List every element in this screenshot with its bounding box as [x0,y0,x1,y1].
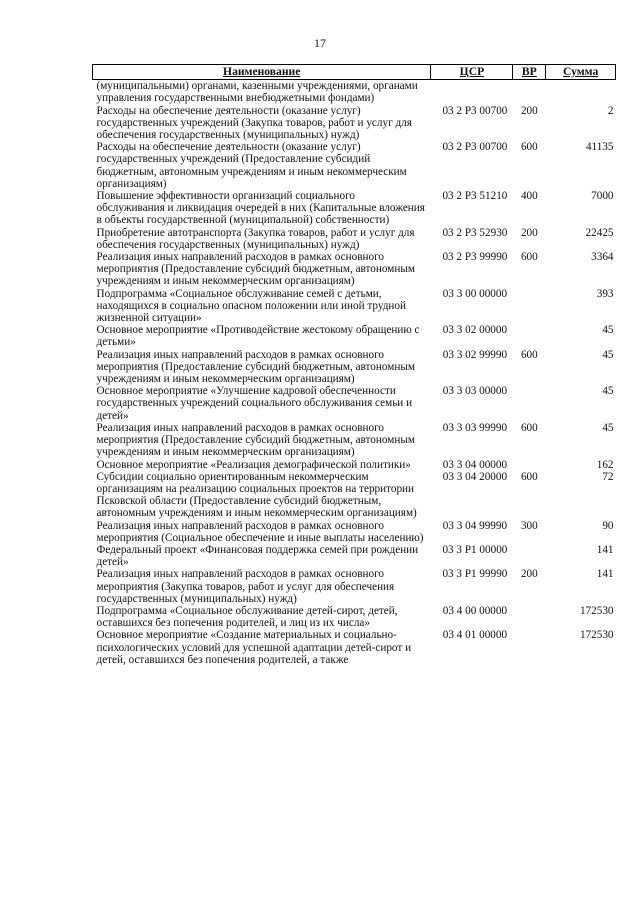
cell-name: Основное мероприятие «Создание материальных и социально-психологических условий для успешной адаптации детей-сирот и детей, оставшихся без попечения родителей, а также [96,629,412,666]
cell-name: Реализация иных направлений расходов в рамках основного мероприятия (Предоставление субсидий бюджетным, автономным учреждениям и иным некоммерческим организациям) [96,251,415,288]
cell-sum: 45 [602,385,614,398]
cell-name: (муниципальными) органами, казенными учреждениями, органами управления государственными внебюджетными фондами) [96,80,418,105]
table-row [93,568,616,605]
cell-csr: 03 4 01 00000 [442,629,508,642]
cell-csr: 03 3 P1 00000 [442,543,508,556]
cell-csr: 03 3 00 00000 [442,287,508,300]
table-row [93,227,616,251]
cell-vr: 600 [520,470,538,483]
table-row [93,251,616,288]
cell-sum: 2 [607,104,614,117]
cell-sum [546,80,616,105]
cell-sum: 162 [596,458,614,471]
table-row [93,520,616,544]
cell-csr: 03 3 04 00000 [442,458,508,471]
header-name: Наименование [93,65,431,80]
cell-vr: 600 [520,348,538,361]
cell-sum: 141 [596,568,614,581]
cell-vr [513,385,546,422]
cell-csr: 03 2 P3 52930 [442,226,508,239]
cell-name: Приобретение автотранспорта (Закупка товаров, работ и услуг для обеспечения государственных (муниципальных) нужд) [96,226,415,251]
cell-vr [513,459,546,471]
table-row [93,141,616,190]
cell-vr [513,544,546,568]
cell-sum: 141 [596,543,614,556]
cell-vr [513,80,546,105]
table-row [93,471,616,520]
cell-sum: 7000 [591,190,614,203]
cell-vr: 600 [520,251,538,264]
cell-csr: 03 2 P3 00700 [442,141,508,154]
cell-name: Субсидии социально ориентированным некоммерческим организациям на реализацию социальных проектов на территории Псковской области (Предоставление субсидий бюджетным, автономным учреждениям и иным некоммерческим организациям) [96,470,417,520]
cell-csr: 03 3 02 00000 [442,324,508,337]
cell-sum: 45 [602,421,614,434]
table-row [93,605,616,629]
cell-name: Реализация иных направлений расходов в рамках основного мероприятия (Предоставление субсидий бюджетным, автономным учреждениям и иным некоммерческим организациям) [96,421,415,459]
cell-vr [513,288,546,325]
cell-sum: 172530 [579,629,614,642]
cell-vr [513,324,546,348]
cell-sum: 90 [602,519,614,532]
budget-table [92,64,616,666]
cell-name: Федеральный проект «Финансовая поддержка семей при рождении детей» [96,543,419,569]
header-vr: ВР [513,65,546,80]
cell-vr: 400 [520,190,538,203]
table-row [93,385,616,422]
table-row [93,544,616,568]
header-csr: ЦСР [431,65,513,80]
table-row [93,105,616,142]
page-number: 17 [314,36,326,50]
table-row [93,459,616,471]
cell-vr: 200 [520,226,538,239]
cell-csr: 03 2 P3 51210 [442,190,508,203]
cell-csr: 03 4 00 00000 [442,604,508,617]
cell-name: Подпрограмма «Социальное обслуживание детей-сирот, детей, оставшихся без попечения родителей, и лиц из их числа» [96,604,398,630]
table-row [93,629,616,666]
cell-csr: 03 3 04 99990 [442,519,508,532]
table-row [93,80,616,105]
cell-name: Основное мероприятие «Противодействие жестокому обращению с детьми» [96,324,420,349]
cell-csr: 03 3 02 99990 [442,348,508,361]
cell-sum: 45 [602,348,614,361]
cell-csr [431,80,513,105]
cell-vr: 600 [520,141,538,154]
cell-sum: 172530 [579,604,614,617]
cell-vr: 200 [520,104,538,117]
table-row [93,324,616,348]
cell-sum: 45 [602,324,614,337]
cell-name: Основное мероприятие «Улучшение кадровой обеспеченности государственных учреждений социального обслуживания семьи и детей» [96,385,413,422]
table-row [93,190,616,227]
cell-csr: 03 2 P3 99990 [442,251,508,264]
cell-sum: 3364 [591,251,614,264]
cell-name: Реализация иных направлений расходов в рамках основного мероприятия (Социальное обеспечение и иные выплаты населению) [96,519,424,544]
cell-csr: 03 3 04 20000 [442,470,508,483]
cell-csr: 03 3 P1 99990 [442,568,508,581]
table-row [93,288,616,325]
cell-vr: 600 [520,421,538,434]
cell-name: Расходы на обеспечение деятельности (оказание услуг) государственных учреждений (Закупка товаров, работ и услуг для обеспечения государственных (муниципальных) нужд) [96,104,412,142]
cell-name: Реализация иных направлений расходов в рамках основного мероприятия (Предоставление субсидий бюджетным, автономным учреждениям и иным некоммерческим организациям) [96,348,415,386]
cell-name: Повышение эффективности организаций социального обслуживания и ликвидация очередей в них (Капитальные вложения в объекты государственной (муниципальной) собственности) [96,190,425,227]
cell-sum: 393 [596,287,614,300]
cell-name: Основное мероприятие «Реализация демографической политики» [96,458,411,471]
cell-name: Расходы на обеспечение деятельности (оказание услуг) государственных учреждений (Предоставление субсидий бюджетным, автономным учреждениям и иным некоммерческим организациям) [96,141,407,190]
cell-csr: 03 3 03 99990 [442,421,508,434]
cell-name: Реализация иных направлений расходов в рамках основного мероприятия (Закупка товаров, работ и услуг для обеспечения государственных (муниципальных) нужд) [96,568,395,605]
cell-vr [513,605,546,629]
cell-sum: 72 [602,470,614,483]
cell-name: Подпрограмма «Социальное обслуживание семей с детьми, находящихся в социально опасном положении или иной трудной жизненной ситуации» [96,287,406,325]
table-header-row [93,65,616,80]
table-row [93,349,616,386]
cell-sum: 22425 [585,226,614,239]
cell-csr: 03 2 P3 00700 [442,104,508,117]
cell-csr: 03 3 03 00000 [442,385,508,398]
cell-vr: 200 [520,568,538,581]
cell-vr [513,629,546,666]
table-row [93,422,616,459]
cell-vr: 300 [520,519,538,532]
cell-sum: 41135 [585,141,614,154]
header-sum: Сумма [546,65,616,80]
